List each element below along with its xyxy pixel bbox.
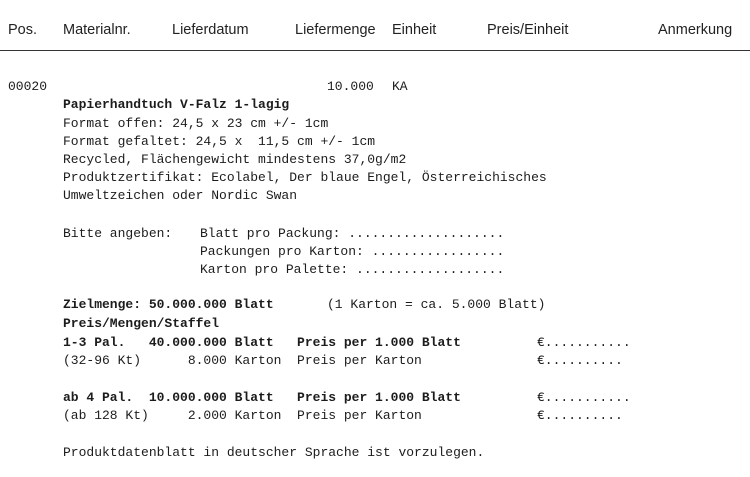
request-line: Karton pro Palette: ................... (200, 262, 505, 277)
target-quantity: Zielmenge: 50.000.000 Blatt (63, 297, 274, 312)
request-line: Blatt pro Packung: .................... (200, 226, 505, 241)
target-note: (1 Karton = ca. 5.000 Blatt) (327, 297, 546, 312)
staffel-title: Preis/Mengen/Staffel (63, 316, 220, 331)
tier-price-field: €.......... (537, 408, 623, 423)
item-position: 00020 (8, 79, 48, 94)
item-spec-line: Format gefaltet: 24,5 x 11,5 cm +/- 1cm (63, 134, 376, 149)
tier-price-field: €........... (537, 335, 631, 350)
item-spec-line: Format offen: 24,5 x 23 cm +/- 1cm (63, 116, 329, 131)
tier-row: (32-96 Kt) 8.000 Karton Preis per Karton (63, 353, 422, 368)
item-quantity: 10.000 (327, 79, 374, 94)
footer-note: Produktdatenblatt in deutscher Sprache ist vorzulegen. (63, 445, 485, 460)
header-materialnr: Materialnr. (63, 22, 131, 38)
header-divider (0, 50, 750, 51)
tier-price-field: €.......... (537, 353, 623, 368)
tier-row: 1-3 Pal. 40.000.000 Blatt Preis per 1.000 Blatt (63, 335, 461, 350)
item-spec-line: Umweltzeichen oder Nordic Swan (63, 188, 298, 203)
header-pos: Pos. (8, 22, 38, 38)
tier-row: (ab 128 Kt) 2.000 Karton Preis per Karton (63, 408, 422, 423)
header-einheit: Einheit (392, 22, 437, 38)
item-spec-line: Recycled, Flächengewicht mindestens 37,0g/m2 (63, 152, 407, 167)
header-liefermenge: Liefermenge (295, 22, 376, 38)
header-lieferdatum: Lieferdatum (172, 22, 249, 38)
request-label: Bitte angeben: (63, 226, 173, 241)
item-title: Papierhandtuch V-Falz 1-lagig (63, 97, 290, 112)
tier-row: ab 4 Pal. 10.000.000 Blatt Preis per 1.000 Blatt (63, 390, 461, 405)
item-spec-line: Produktzertifikat: Ecolabel, Der blaue Engel, Österreichisches (63, 170, 547, 185)
item-unit: KA (392, 79, 408, 94)
request-line: Packungen pro Karton: ................. (200, 244, 505, 259)
tier-price-field: €........... (537, 390, 631, 405)
header-preis-einheit: Preis/Einheit (487, 22, 569, 38)
header-anmerkung: Anmerkung (658, 22, 733, 38)
